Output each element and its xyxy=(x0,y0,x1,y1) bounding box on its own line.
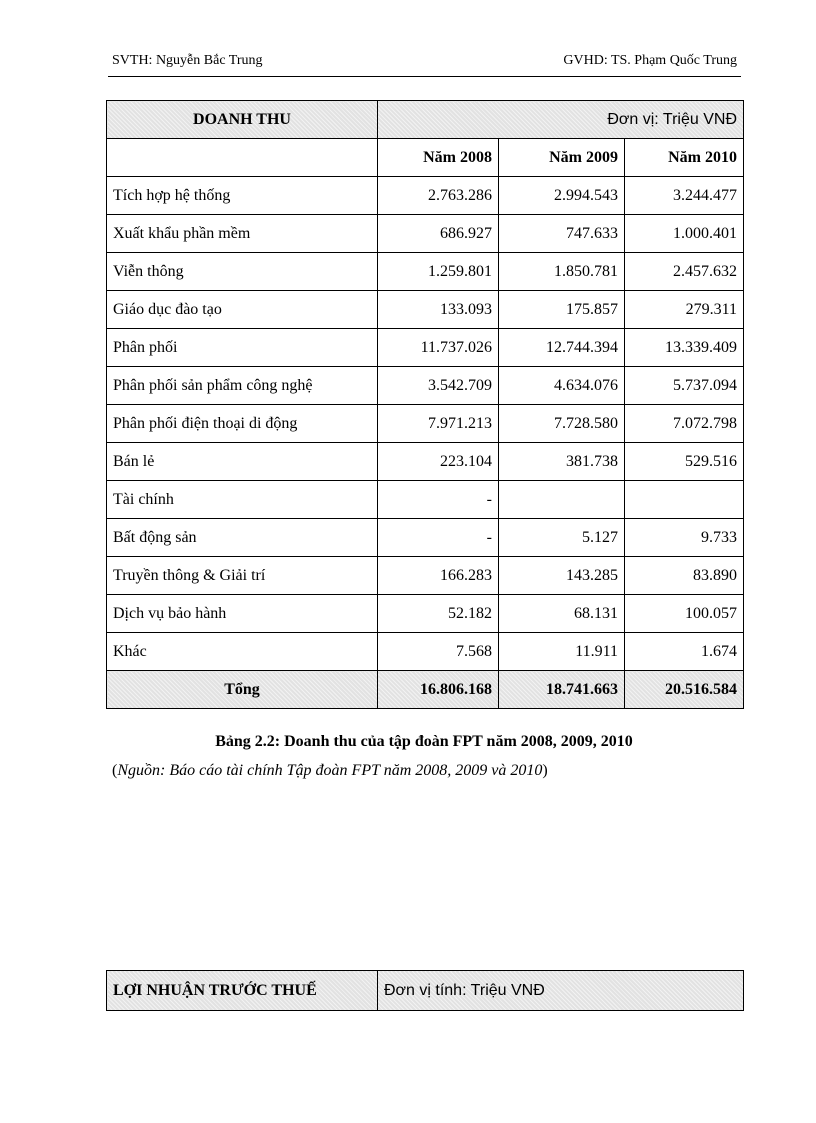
page-header xyxy=(112,52,737,70)
source-open-paren: ( xyxy=(112,762,118,779)
category-cell: Tài chính xyxy=(107,481,378,519)
value-2008-cell: 3.542.709 xyxy=(378,367,499,405)
category-cell: Khác xyxy=(107,633,378,671)
category-cell: Truyền thông & Giải trí xyxy=(107,557,378,595)
table-row xyxy=(107,443,744,481)
table-source xyxy=(112,762,548,780)
source-close-paren: ) xyxy=(542,762,548,779)
category-cell: Tích hợp hệ thống xyxy=(107,177,378,215)
value-2010-cell: 5.737.094 xyxy=(625,367,744,405)
year-header-2010: Năm 2010 xyxy=(625,139,744,177)
category-cell: Viễn thông xyxy=(107,253,378,291)
revenue-table-title: DOANH THU xyxy=(107,101,378,139)
category-cell: Bán lẻ xyxy=(107,443,378,481)
table-row xyxy=(107,291,744,329)
header-divider xyxy=(108,76,741,77)
value-2009-cell: 12.744.394 xyxy=(499,329,625,367)
source-text: Nguồn: Báo cáo tài chính Tập đoàn FPT năm 2008, 2009 và 2010 xyxy=(117,762,543,779)
revenue-unit: Đơn vị: Triệu VNĐ xyxy=(378,101,744,139)
year-header-blank xyxy=(107,139,378,177)
profit-title-row xyxy=(107,971,744,1011)
value-2009-cell: 5.127 xyxy=(499,519,625,557)
value-2010-cell: 9.733 xyxy=(625,519,744,557)
value-2008-cell: 2.763.286 xyxy=(378,177,499,215)
total-label: Tổng xyxy=(107,671,378,709)
value-2008-cell: 166.283 xyxy=(378,557,499,595)
profit-table xyxy=(106,970,744,1011)
value-2008-cell: 686.927 xyxy=(378,215,499,253)
value-2010-cell: 100.057 xyxy=(625,595,744,633)
table-row xyxy=(107,367,744,405)
category-cell: Bất động sản xyxy=(107,519,378,557)
table-row xyxy=(107,405,744,443)
value-2009-cell: 381.738 xyxy=(499,443,625,481)
value-2009-cell: 143.285 xyxy=(499,557,625,595)
value-2010-cell xyxy=(625,481,744,519)
value-2008-cell: 1.259.801 xyxy=(378,253,499,291)
year-header-row xyxy=(107,139,744,177)
value-2008-cell: 7.568 xyxy=(378,633,499,671)
year-header-2008: Năm 2008 xyxy=(378,139,499,177)
profit-unit: Đơn vị tính: Triệu VNĐ xyxy=(378,971,744,1011)
revenue-title-row xyxy=(107,101,744,139)
category-cell: Phân phối xyxy=(107,329,378,367)
value-2009-cell: 7.728.580 xyxy=(499,405,625,443)
value-2010-cell: 83.890 xyxy=(625,557,744,595)
value-2010-cell: 529.516 xyxy=(625,443,744,481)
revenue-table xyxy=(106,100,744,709)
category-cell: Xuất khẩu phần mềm xyxy=(107,215,378,253)
table-row xyxy=(107,481,744,519)
total-row xyxy=(107,671,744,709)
advisor-name: GVHD: TS. Phạm Quốc Trung xyxy=(563,53,737,68)
profit-table-title: LỢI NHUẬN TRƯỚC THUẾ xyxy=(107,971,378,1011)
value-2008-cell: - xyxy=(378,481,499,519)
category-cell: Dịch vụ bảo hành xyxy=(107,595,378,633)
student-name: SVTH: Nguyễn Bắc Trung xyxy=(112,53,263,68)
value-2008-cell: - xyxy=(378,519,499,557)
value-2008-cell: 7.971.213 xyxy=(378,405,499,443)
value-2009-cell: 68.131 xyxy=(499,595,625,633)
value-2010-cell: 1.674 xyxy=(625,633,744,671)
value-2010-cell: 7.072.798 xyxy=(625,405,744,443)
category-cell: Phân phối điện thoại di động xyxy=(107,405,378,443)
year-header-2009: Năm 2009 xyxy=(499,139,625,177)
value-2009-cell: 4.634.076 xyxy=(499,367,625,405)
value-2008-cell: 223.104 xyxy=(378,443,499,481)
value-2009-cell: 747.633 xyxy=(499,215,625,253)
value-2009-cell: 11.911 xyxy=(499,633,625,671)
total-2008: 16.806.168 xyxy=(378,671,499,709)
table-row xyxy=(107,557,744,595)
table-row xyxy=(107,329,744,367)
value-2010-cell: 1.000.401 xyxy=(625,215,744,253)
table-row xyxy=(107,519,744,557)
table-row xyxy=(107,633,744,671)
value-2010-cell: 2.457.632 xyxy=(625,253,744,291)
value-2009-cell xyxy=(499,481,625,519)
total-2009: 18.741.663 xyxy=(499,671,625,709)
value-2008-cell: 133.093 xyxy=(378,291,499,329)
category-cell: Giáo dục đào tạo xyxy=(107,291,378,329)
value-2010-cell: 279.311 xyxy=(625,291,744,329)
value-2009-cell: 2.994.543 xyxy=(499,177,625,215)
value-2010-cell: 13.339.409 xyxy=(625,329,744,367)
value-2009-cell: 1.850.781 xyxy=(499,253,625,291)
value-2009-cell: 175.857 xyxy=(499,291,625,329)
table-row xyxy=(107,177,744,215)
value-2008-cell: 11.737.026 xyxy=(378,329,499,367)
table-caption: Bảng 2.2: Doanh thu của tập đoàn FPT năm 2008, 2009, 2010 xyxy=(215,733,633,750)
value-2010-cell: 3.244.477 xyxy=(625,177,744,215)
table-row xyxy=(107,215,744,253)
category-cell: Phân phối sản phẩm công nghệ xyxy=(107,367,378,405)
table-row xyxy=(107,595,744,633)
table-row xyxy=(107,253,744,291)
total-2010: 20.516.584 xyxy=(625,671,744,709)
value-2008-cell: 52.182 xyxy=(378,595,499,633)
